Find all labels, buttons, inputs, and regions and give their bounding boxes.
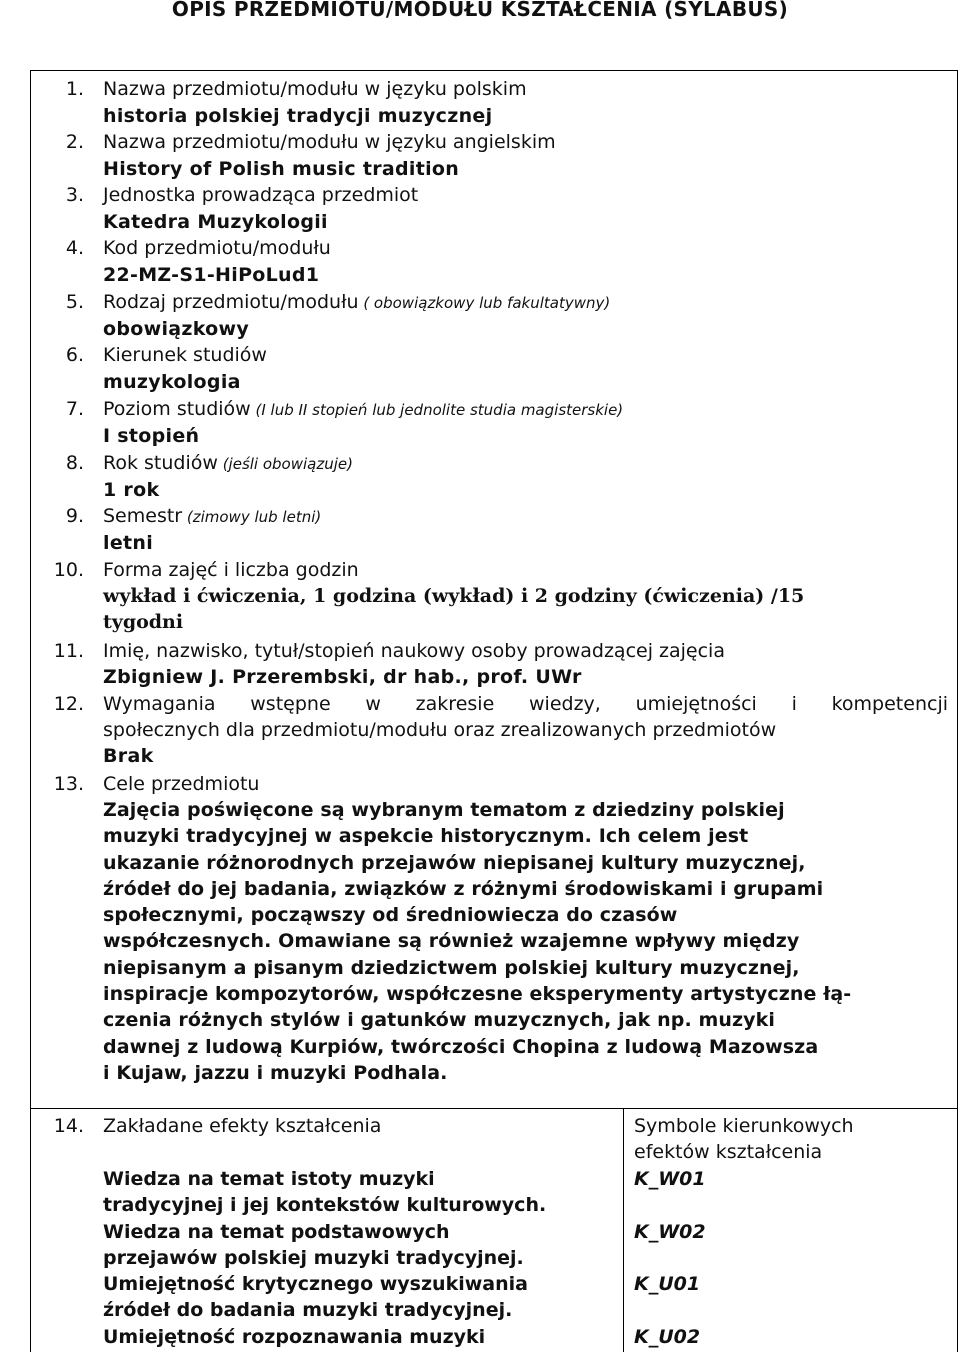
- item-value: Katedra Muzykologii: [103, 211, 328, 233]
- item-number: 11.: [53, 640, 84, 662]
- item-label: Nazwa przedmiotu/modułu w języku polskim: [103, 78, 527, 100]
- item-label-line: Wymagania wstępne w zakresie wiedzy, umiejętności i kompetencji: [103, 693, 948, 715]
- symbols-column: [634, 1113, 934, 1348]
- item-label: Zakładane efekty kształcenia: [103, 1115, 382, 1137]
- goal-line: i Kujaw, jazzu i muzyki Podhala.: [103, 1061, 448, 1084]
- item-label: Poziom studiów: [103, 398, 251, 420]
- item-value: obowiązkowy: [103, 318, 250, 340]
- item-number: 3.: [65, 184, 84, 206]
- item-value: History of Polish music tradition: [103, 158, 460, 180]
- item-value: 22-MZ-S1-HiPoLud1: [103, 264, 320, 286]
- effect-line: przejawów polskiej muzyki tradycyjnej.: [103, 1246, 524, 1269]
- effects-column: [103, 1113, 623, 1350]
- effect-symbol: K_U01: [634, 1273, 701, 1295]
- item-number: 9.: [65, 505, 84, 527]
- item-label: Jednostka prowadząca przedmiot: [103, 184, 419, 206]
- item-number: 4.: [65, 237, 84, 259]
- item-value-line: wykład i ćwiczenia, 1 godzina (wykład) i 2 godziny (ćwiczenia) /15: [103, 585, 805, 607]
- item-value-line: tygodni: [103, 611, 184, 633]
- effect-symbol: K_W02: [634, 1221, 706, 1243]
- item-label: Semestr: [103, 505, 183, 527]
- item-number: 2.: [65, 131, 84, 153]
- item-number: 5.: [65, 291, 84, 313]
- item-value: Brak: [103, 745, 154, 767]
- effect-line: Umiejętność rozpoznawania muzyki: [103, 1325, 486, 1348]
- item-label: Nazwa przedmiotu/modułu w języku angielskim: [103, 131, 556, 153]
- item-label-line: społecznych dla przedmiotu/modułu oraz zrealizowanych przedmiotów: [103, 719, 777, 741]
- effect-line: źródeł do badania muzyki tradycyjnej.: [103, 1299, 513, 1322]
- symbols-header: Symbole kierunkowych: [634, 1115, 854, 1137]
- effect-line: tradycyjnej i jej kontekstów kulturowych.: [103, 1194, 547, 1217]
- item-value: 1 rok: [103, 479, 160, 501]
- item-label: Rodzaj przedmiotu/modułu: [103, 291, 359, 313]
- goal-line: ukazanie różnorodnych przejawów niepisanej kultury muzycznej,: [103, 851, 806, 874]
- item-number: 10.: [53, 559, 84, 581]
- item-number: 7.: [65, 398, 84, 420]
- item-value: Zbigniew J. Przerembski, dr hab., prof. UWr: [103, 666, 582, 688]
- effect-symbol: K_W01: [634, 1168, 706, 1190]
- course-goals: [103, 797, 948, 1086]
- item-value: historia polskiej tradycji muzycznej: [103, 105, 493, 127]
- item-label: Kod przedmiotu/modułu: [103, 237, 331, 259]
- goal-line: Zajęcia poświęcone są wybranym tematom z dziedziny polskiej: [103, 799, 785, 821]
- item-hint: (zimowy lub letni): [182, 508, 322, 526]
- item-label: Forma zajęć i liczba godzin: [103, 559, 359, 581]
- page-title: OPIS PRZEDMIOTU/MODUŁU KSZTAŁCENIA (SYLABUS): [171, 0, 789, 21]
- item-number: 13.: [53, 773, 84, 795]
- goal-line: muzyki tradycyjnej w aspekcie historycznym. Ich celem jest: [103, 825, 749, 848]
- item-number: 1.: [65, 78, 84, 100]
- item-value: muzykologia: [103, 371, 241, 393]
- item-number: 14.: [53, 1115, 84, 1137]
- goal-line: dawnej z ludową Kurpiów, twórczości Chopina z ludową Mazowsza: [103, 1035, 819, 1058]
- item-number: 12.: [53, 693, 84, 715]
- effect-line: Wiedza na temat istoty muzyki: [103, 1168, 435, 1190]
- goal-line: niepisanym a pisanym dziedzictwem polskiej kultury muzycznej,: [103, 956, 800, 979]
- goal-line: inspiracje kompozytorów, współczesne eksperymenty artystyczne łą-: [103, 983, 852, 1006]
- goal-line: współczesnych. Omawiane są również wzajemne wpływy między: [103, 930, 800, 953]
- effect-line: Umiejętność krytycznego wyszukiwania: [103, 1273, 528, 1296]
- item-value: I stopień: [103, 425, 200, 447]
- goal-line: społecznymi, począwszy od średniowiecza do czasów: [103, 904, 678, 927]
- item-label: Rok studiów: [103, 452, 218, 474]
- item-hint: ( obowiązkowy lub fakultatywny): [358, 294, 611, 312]
- item-number: 8.: [65, 452, 84, 474]
- item-label: Imię, nazwisko, tytuł/stopień naukowy osoby prowadzącej zajęcia: [103, 640, 725, 662]
- effect-line: Wiedza na temat podstawowych: [103, 1220, 450, 1243]
- effect-symbol: K_U02: [634, 1326, 701, 1348]
- goal-line: czenia różnych stylów i gatunków muzycznych, jak np. muzyki: [103, 1009, 776, 1032]
- symbols-header: efektów kształcenia: [634, 1141, 823, 1163]
- item-hint: (I lub II stopień lub jednolite studia magisterskie): [250, 401, 624, 419]
- item-label: Kierunek studiów: [103, 344, 267, 366]
- item-hint: (jeśli obowiązuje): [217, 455, 353, 473]
- item-label: Cele przedmiotu: [103, 773, 260, 795]
- item-number: 6.: [65, 344, 84, 366]
- item-value: letni: [103, 532, 154, 554]
- goal-line: źródeł do jej badania, związków z różnymi środowiskami i grupami: [103, 877, 824, 900]
